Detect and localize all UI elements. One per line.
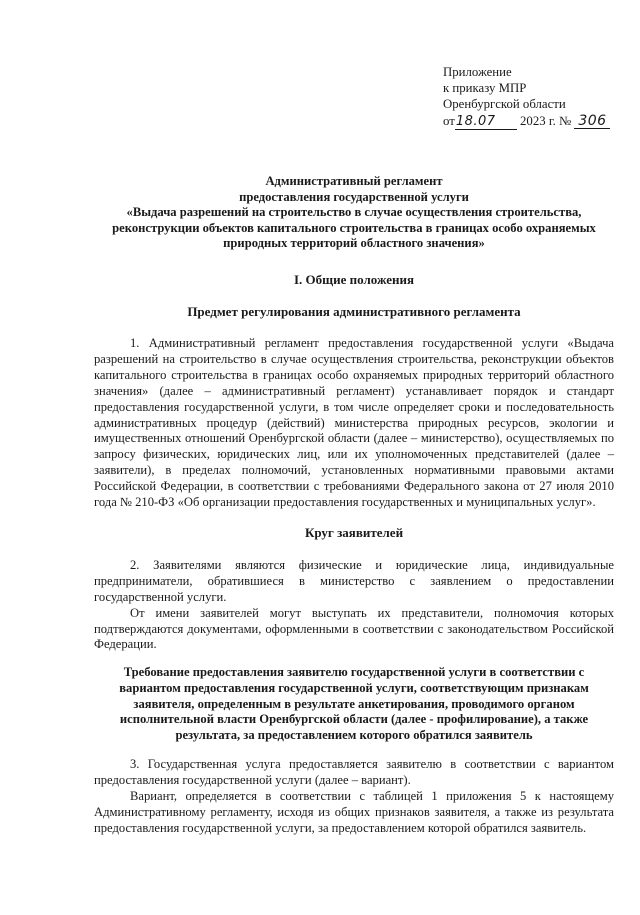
- regulation-title: [94, 174, 614, 252]
- requirement-line-5: результата, за предоставлением которого обратился заявитель: [175, 727, 533, 742]
- appendix-line-1: Приложение: [443, 65, 512, 79]
- handwritten-number: 306: [574, 114, 610, 129]
- applicants-heading: Круг заявителей: [304, 524, 404, 540]
- title-line-3: «Выдача разрешений на строительство в случае осуществления строительства,: [126, 205, 582, 220]
- title-line-2: предоставления государственной услуги: [239, 189, 469, 204]
- section-1-heading: I. Общие положения: [294, 271, 414, 287]
- section-1-subheading: Предмет регулирования административного регламента: [187, 303, 521, 319]
- title-line-4: реконструкции объектов капитального строительства в границах особо охраняемых: [112, 220, 596, 235]
- appendix-line-3: Оренбургской области: [443, 97, 566, 112]
- title-line-5: природных территорий областного значения»: [223, 236, 485, 251]
- appendix-block: [443, 64, 610, 130]
- handwritten-date: 18.07: [455, 115, 517, 130]
- paragraph-2: 2. Заявителями являются физические и юридические лица, индивидуальные предприниматели, обратившиеся в министерство с заявлением о предоставлении государственной услуги.: [94, 557, 614, 604]
- requirement-heading: [94, 665, 614, 743]
- paragraph-3-variant: Вариант, определяется в соответствии с таблицей 1 приложения 5 к настоящему Административному регламенту, исходя из общих признаков заявителя, а также из результата предоставления государственной услуги, за предоставлением которой обратился заявитель.: [94, 789, 614, 835]
- requirement-line-2: вариантом предоставления государственной услуги, соответствующим признакам: [119, 680, 589, 695]
- title-line-1: Административный регламент: [265, 174, 443, 188]
- paragraph-1: 1. Административный регламент предоставления государственной услуги «Выдача разрешений на строительство в случае осуществления строительства, реконструкции объектов капитального строительства в границах особо охраняемых природных территорий областного значения» (далее – административный регламент) устанавливает порядок и стандарт предоставления государственной услуги, в том числе определяет сроки и последовательность административных процедур (действий) министерства природных ресурсов, экологии и имущественных отношений Оренбургской области (далее – министерство), осуществляемых по запросу физических, юридических лиц, или их уполномоченных представителей (далее – заявители), в пределах полномочий, установленных нормативными правовыми актами Российской Федерации, в соответствии с требованиями Федерального закона от 27 июля 2010 года № 210-ФЗ «Об организации предоставления государственных и муниципальных услуг».: [94, 335, 614, 510]
- appendix-line-2: к приказу МПР: [443, 81, 527, 96]
- year-text: 2023 г. №: [520, 113, 572, 128]
- document-body: [94, 174, 614, 837]
- paragraph-2-representatives: От имени заявителей могут выступать их представители, полномочия которых подтверждаются документами, оформленными в соответствии с законодательством Российской Федерации.: [94, 605, 614, 652]
- requirement-line-4: исполнительной власти Оренбургской области (далее - профилирование), а также: [119, 712, 589, 727]
- date-prefix: от: [443, 113, 455, 128]
- paragraph-3: 3. Государственная услуга предоставляется заявителю в соответствии с вариантом предоставления государственной услуги (далее – вариант).: [94, 757, 614, 788]
- requirement-line-3: заявителя, определенным в результате анкетирования, проводимого органом: [133, 696, 575, 711]
- appendix-date-line: [443, 113, 610, 130]
- requirement-line-1: Требование предоставления заявителю государственной услуги в соответствии с: [123, 665, 585, 680]
